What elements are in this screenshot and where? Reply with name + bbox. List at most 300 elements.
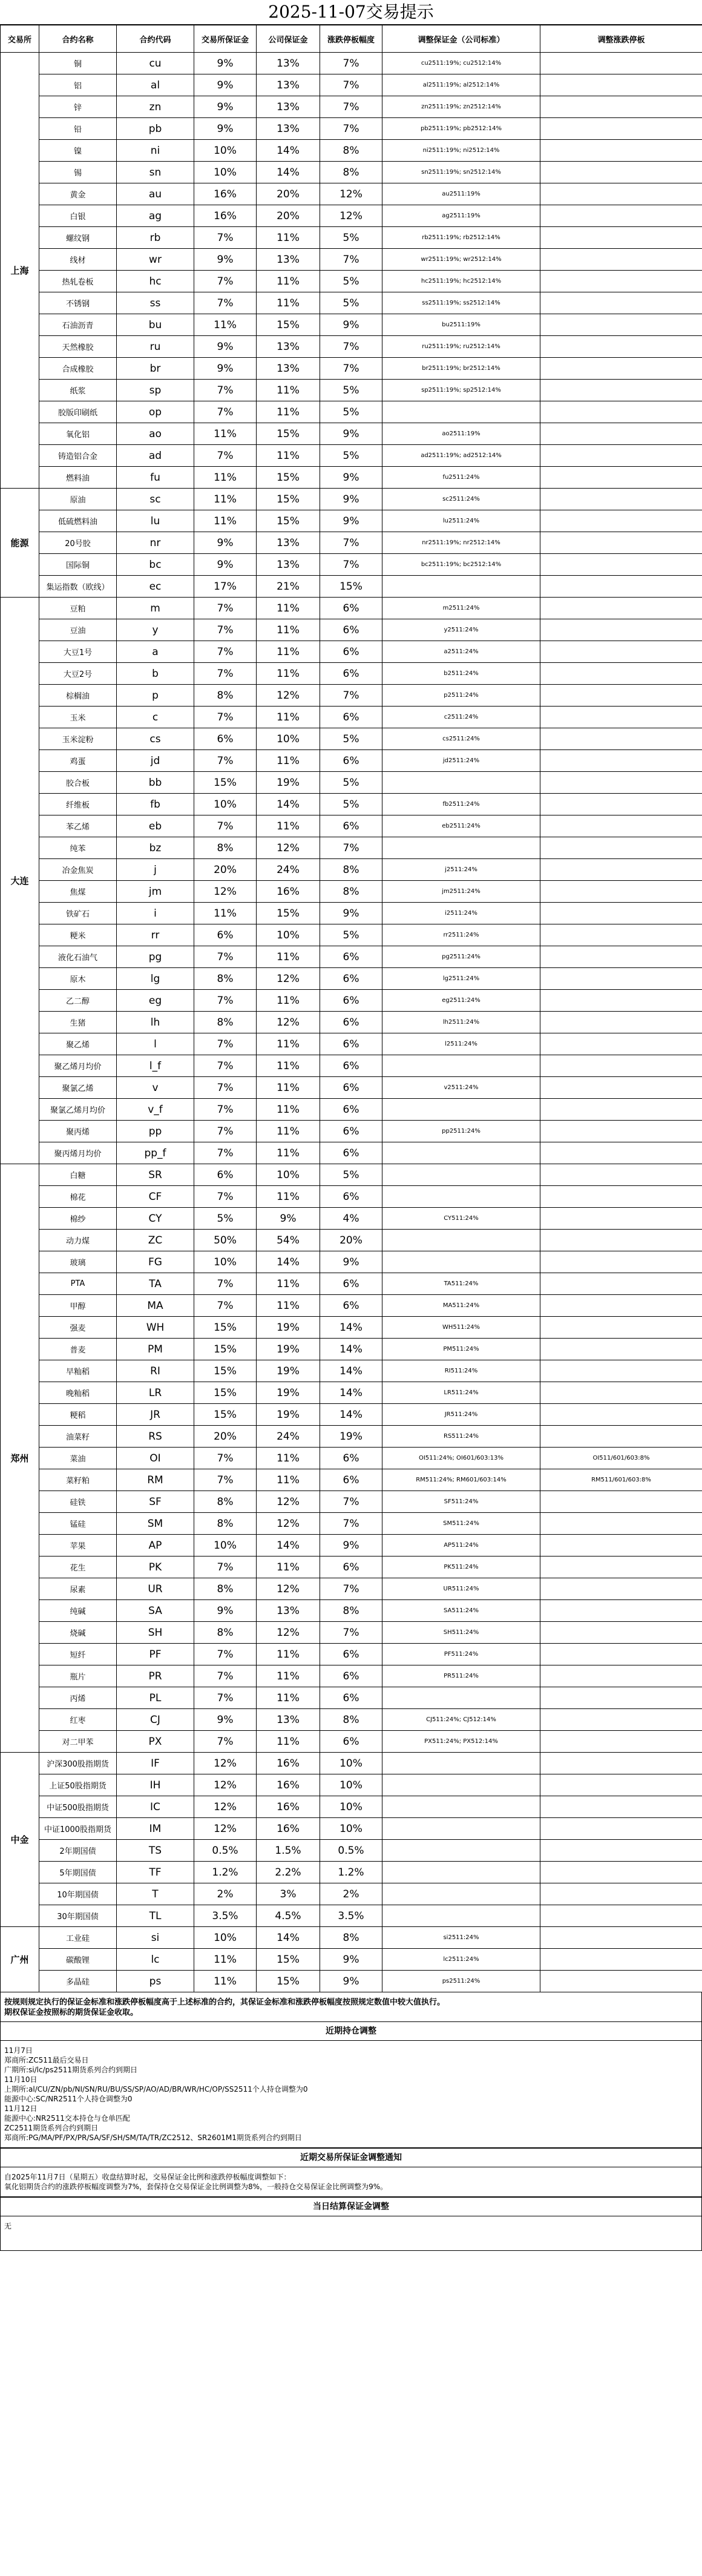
exchange-margin-cell: 9% [194,249,257,271]
contract-name-cell: 粳米 [39,924,117,946]
company-margin-cell: 4.5% [257,1905,320,1927]
price-limit-cell: 5% [320,794,382,815]
price-limit-cell: 7% [320,837,382,859]
table-row [1,1513,702,1535]
price-limit-cell: 8% [320,1600,382,1622]
contract-code-cell: ad [117,445,194,467]
contract-name-cell: 聚氯乙烯月均价 [39,1099,117,1121]
exchange-margin-cell: 9% [194,358,257,380]
contract-name-cell: 聚乙烯月均价 [39,1055,117,1077]
adjusted-margin-cell: PK511:24% [382,1556,540,1578]
note-line: 按规则规定执行的保证金标准和涨跌停板幅度高于上述标准的合约，其保证金标准和涨跌停板幅度按照规定数值中较大值执行。 [4,1998,445,2007]
contract-name-cell: 2年期国债 [39,1840,117,1862]
adjusted-margin-cell: ru2511:19%; ru2512:14% [382,336,540,358]
adjusted-margin-cell: MA511:24% [382,1295,540,1317]
table-row [1,445,702,467]
company-margin-cell: 13% [257,53,320,74]
company-margin-cell: 15% [257,510,320,532]
contract-name-cell: 铁矿石 [39,903,117,924]
adjusted-margin-cell: RM511:24%; RM601/603:14% [382,1469,540,1491]
contract-code-cell: IH [117,1774,194,1796]
price-limit-cell: 20% [320,1230,382,1251]
table-row [1,1927,702,1949]
price-limit-cell: 8% [320,859,382,881]
contract-code-cell: WH [117,1317,194,1339]
adjusted-margin-cell: au2511:19% [382,183,540,205]
adjusted-margin-cell: lu2511:24% [382,510,540,532]
contract-name-cell: 油菜籽 [39,1426,117,1448]
adjusted-limit-cell [540,1055,702,1077]
contract-name-cell: 豆油 [39,619,117,641]
contract-code-cell: bz [117,837,194,859]
exchange-margin-cell: 7% [194,292,257,314]
price-limit-cell: 5% [320,227,382,249]
company-margin-cell: 12% [257,837,320,859]
contract-name-cell: 锌 [39,96,117,118]
table-row [1,1818,702,1840]
contract-code-cell: ao [117,423,194,445]
contract-code-cell: ru [117,336,194,358]
adjusted-margin-cell: sn2511:19%; sn2512:14% [382,162,540,183]
contract-code-cell: TL [117,1905,194,1927]
price-limit-cell: 14% [320,1360,382,1382]
adjusted-limit-cell [540,1012,702,1033]
contract-code-cell: cs [117,728,194,750]
exchange-margin-cell: 12% [194,1818,257,1840]
price-limit-cell: 7% [320,685,382,707]
table-row [1,859,702,881]
contract-code-cell: ec [117,576,194,598]
adjusted-limit-cell [540,271,702,292]
contract-code-cell: sp [117,380,194,401]
contract-code-cell: ni [117,140,194,162]
exchange-margin-cell: 8% [194,1578,257,1600]
exchange-margin-cell: 15% [194,1360,257,1382]
exchange-margin-cell: 11% [194,510,257,532]
table-row [1,1382,702,1404]
price-limit-cell: 7% [320,118,382,140]
adjusted-limit-cell [540,1208,702,1230]
company-margin-cell: 11% [257,401,320,423]
contract-name-cell: 天然橡胶 [39,336,117,358]
contract-name-cell: 豆粕 [39,598,117,619]
contract-code-cell: ag [117,205,194,227]
price-limit-cell: 6% [320,1687,382,1709]
contract-name-cell: 生猪 [39,1012,117,1033]
price-limit-cell: 7% [320,53,382,74]
price-limit-cell: 10% [320,1818,382,1840]
price-limit-cell: 6% [320,641,382,663]
price-limit-cell: 6% [320,598,382,619]
table-row [1,314,702,336]
contract-name-cell: 碳酸锂 [39,1949,117,1971]
exchange-margin-cell: 6% [194,924,257,946]
adjusted-margin-cell [382,1818,540,1840]
adjusted-margin-cell [382,1230,540,1251]
adjusted-limit-cell [540,1099,702,1121]
company-margin-cell: 19% [257,1317,320,1339]
adjusted-limit-cell [540,249,702,271]
adjusted-limit-cell [540,1077,702,1099]
contract-name-cell: 动力煤 [39,1230,117,1251]
exchange-margin-cell: 7% [194,815,257,837]
contract-name-cell: 烧碱 [39,1622,117,1644]
table-row [1,1055,702,1077]
table-row [1,1622,702,1644]
contract-name-cell: 铜 [39,53,117,74]
table-row [1,53,702,74]
table-row [1,968,702,990]
adjusted-margin-cell: i2511:24% [382,903,540,924]
contract-code-cell: RI [117,1360,194,1382]
price-limit-cell: 6% [320,946,382,968]
exchange-cell: 大连 [1,598,39,1164]
table-row [1,1796,702,1818]
company-margin-cell: 11% [257,1099,320,1121]
company-margin-cell: 11% [257,1077,320,1099]
adjusted-limit-cell [540,1382,702,1404]
company-margin-cell: 11% [257,1121,320,1142]
company-margin-cell: 2.2% [257,1862,320,1883]
adjusted-margin-cell [382,1142,540,1164]
contract-code-cell: y [117,619,194,641]
company-margin-cell: 12% [257,968,320,990]
contract-code-cell: bb [117,772,194,794]
price-limit-cell: 6% [320,1121,382,1142]
adjusted-limit-cell: OI511/601/603:8% [540,1448,702,1469]
adjusted-margin-cell: CJ511:24%; CJ512:14% [382,1709,540,1731]
contract-code-cell: br [117,358,194,380]
company-margin-cell: 10% [257,728,320,750]
adjusted-margin-cell: TA511:24% [382,1273,540,1295]
contract-code-cell: fb [117,794,194,815]
contract-code-cell: SM [117,1513,194,1535]
exchange-margin-cell: 10% [194,1535,257,1556]
adjusted-limit-cell [540,1774,702,1796]
company-margin-cell: 15% [257,314,320,336]
table-row [1,750,702,772]
company-margin-cell: 13% [257,336,320,358]
price-limit-cell: 6% [320,1186,382,1208]
adjusted-margin-cell: ps2511:24% [382,1971,540,1992]
contract-code-cell: p [117,685,194,707]
adjusted-margin-cell: LR511:24% [382,1382,540,1404]
exchange-margin-cell: 9% [194,53,257,74]
section-line: 氧化铝期货合约的涨跌停板幅度调整为7%，套保持仓交易保证金比例调整为8%，一般持仓交易保证金比例调整为9%。 [4,2182,388,2191]
exchange-margin-cell: 11% [194,314,257,336]
company-margin-cell: 11% [257,1186,320,1208]
table-row [1,401,702,423]
adjusted-limit-cell [540,1622,702,1644]
exchange-margin-cell: 0.5% [194,1840,257,1862]
company-margin-cell: 3% [257,1883,320,1905]
contract-code-cell: MA [117,1295,194,1317]
adjusted-limit-cell [540,968,702,990]
section-line: 自2025年11月7日（星期五）收盘结算时起，交易保证金比例和涨跌停板幅度调整如下： [4,2173,291,2181]
contract-code-cell: CF [117,1186,194,1208]
price-limit-cell: 6% [320,1273,382,1295]
contract-code-cell: ZC [117,1230,194,1251]
price-limit-cell: 7% [320,554,382,576]
exchange-margin-cell: 12% [194,881,257,903]
adjusted-margin-cell: sc2511:24% [382,489,540,510]
exchange-margin-cell: 15% [194,1339,257,1360]
table-row [1,728,702,750]
adjusted-limit-cell [540,707,702,728]
contract-code-cell: sn [117,162,194,183]
exchange-cell: 郑州 [1,1164,39,1753]
contract-code-cell: RS [117,1426,194,1448]
price-limit-cell: 5% [320,924,382,946]
exchange-margin-cell: 9% [194,1709,257,1731]
adjusted-margin-cell: PX511:24%; PX512:14% [382,1731,540,1753]
adjusted-limit-cell [540,532,702,554]
contract-code-cell: jm [117,881,194,903]
contract-code-cell: JR [117,1404,194,1426]
contract-name-cell: 尿素 [39,1578,117,1600]
adjusted-limit-cell [540,140,702,162]
price-limit-cell: 3.5% [320,1905,382,1927]
price-limit-cell: 6% [320,1012,382,1033]
company-margin-cell: 11% [257,1033,320,1055]
company-margin-cell: 16% [257,1818,320,1840]
adjusted-margin-cell: pb2511:19%; pb2512:14% [382,118,540,140]
contract-name-cell: 棉纱 [39,1208,117,1230]
contract-name-cell: 上证50股指期货 [39,1774,117,1796]
adjusted-limit-cell [540,837,702,859]
adjusted-limit-cell [540,1339,702,1360]
price-limit-cell: 8% [320,881,382,903]
table-row [1,74,702,96]
contract-code-cell: LR [117,1382,194,1404]
adjusted-margin-cell: eg2511:24% [382,990,540,1012]
contract-name-cell: 铝 [39,74,117,96]
exchange-margin-cell: 15% [194,1404,257,1426]
exchange-margin-cell: 12% [194,1796,257,1818]
adjusted-margin-cell: PF511:24% [382,1644,540,1665]
contract-name-cell: 聚乙烯 [39,1033,117,1055]
table-row [1,1774,702,1796]
table-row [1,1251,702,1273]
exchange-margin-cell: 7% [194,1644,257,1665]
header-exchange-margin: 交易所保证金 [194,25,257,53]
adjusted-margin-cell: JR511:24% [382,1404,540,1426]
company-margin-cell: 15% [257,423,320,445]
price-limit-cell: 5% [320,1164,382,1186]
adjusted-margin-cell [382,1186,540,1208]
margin-table [0,25,702,1992]
contract-name-cell: 冶金焦炭 [39,859,117,881]
exchange-margin-cell: 8% [194,968,257,990]
section-body [0,2167,702,2197]
price-limit-cell: 6% [320,619,382,641]
table-row [1,1753,702,1774]
adjusted-margin-cell: AP511:24% [382,1535,540,1556]
adjusted-margin-cell: b2511:24% [382,663,540,685]
adjusted-margin-cell: RS511:24% [382,1426,540,1448]
exchange-margin-cell: 20% [194,1426,257,1448]
adjusted-limit-cell [540,1971,702,1992]
price-limit-cell: 9% [320,1251,382,1273]
company-margin-cell: 11% [257,1448,320,1469]
contract-name-cell: 多晶硅 [39,1971,117,1992]
adjusted-margin-cell: PR511:24% [382,1665,540,1687]
exchange-margin-cell: 8% [194,1622,257,1644]
adjusted-margin-cell: bu2511:19% [382,314,540,336]
exchange-margin-cell: 7% [194,445,257,467]
contract-name-cell: 大豆2号 [39,663,117,685]
contract-name-cell: 早籼稻 [39,1360,117,1382]
exchange-margin-cell: 9% [194,1600,257,1622]
section-position-adjust [0,2021,702,2148]
table-row [1,1012,702,1033]
exchange-margin-cell: 7% [194,1033,257,1055]
contract-name-cell: 菜籽粕 [39,1469,117,1491]
company-margin-cell: 11% [257,946,320,968]
contract-name-cell: 瓶片 [39,1665,117,1687]
section-exchange-margin-notice [0,2148,702,2197]
contract-name-cell: 对二甲苯 [39,1731,117,1753]
table-row [1,837,702,859]
exchange-margin-cell: 7% [194,1665,257,1687]
company-margin-cell: 24% [257,859,320,881]
contract-code-cell: wr [117,249,194,271]
adjusted-limit-cell [540,772,702,794]
adjusted-margin-cell: pg2511:24% [382,946,540,968]
header-exchange: 交易所 [1,25,39,53]
adjusted-limit-cell [540,118,702,140]
table-row [1,990,702,1012]
price-limit-cell: 9% [320,510,382,532]
price-limit-cell: 15% [320,576,382,598]
exchange-cell: 中金 [1,1753,39,1927]
adjusted-limit-cell [540,794,702,815]
contract-name-cell: 原木 [39,968,117,990]
exchange-margin-cell: 9% [194,532,257,554]
price-limit-cell: 10% [320,1796,382,1818]
company-margin-cell: 14% [257,162,320,183]
exchange-margin-cell: 7% [194,271,257,292]
contract-code-cell: j [117,859,194,881]
table-row [1,1949,702,1971]
table-row [1,1033,702,1055]
exchange-margin-cell: 1.2% [194,1862,257,1883]
adjusted-margin-cell [382,1862,540,1883]
company-margin-cell: 11% [257,1687,320,1709]
contract-name-cell: 镍 [39,140,117,162]
adjusted-limit-cell [540,1883,702,1905]
table-row [1,1535,702,1556]
company-margin-cell: 19% [257,1382,320,1404]
adjusted-limit-cell [540,1709,702,1731]
contract-name-cell: 纸浆 [39,380,117,401]
adjusted-margin-cell: lh2511:24% [382,1012,540,1033]
exchange-margin-cell: 15% [194,1382,257,1404]
adjusted-margin-cell: lg2511:24% [382,968,540,990]
contract-name-cell: 乙二醇 [39,990,117,1012]
table-row [1,249,702,271]
company-margin-cell: 11% [257,1644,320,1665]
adjusted-limit-cell [540,924,702,946]
contract-name-cell: 焦煤 [39,881,117,903]
table-row [1,1448,702,1469]
table-row [1,576,702,598]
price-limit-cell: 5% [320,292,382,314]
adjusted-limit-cell [540,1491,702,1513]
adjusted-limit-cell [540,576,702,598]
company-margin-cell: 11% [257,1273,320,1295]
price-limit-cell: 7% [320,336,382,358]
exchange-margin-cell: 10% [194,794,257,815]
contract-name-cell: 丙烯 [39,1687,117,1709]
exchange-margin-cell: 7% [194,1295,257,1317]
company-margin-cell: 12% [257,1622,320,1644]
contract-code-cell: pb [117,118,194,140]
table-row [1,598,702,619]
contract-name-cell: 白银 [39,205,117,227]
exchange-margin-cell: 50% [194,1230,257,1251]
contract-code-cell: a [117,641,194,663]
adjusted-margin-cell: br2511:19%; br2512:14% [382,358,540,380]
company-margin-cell: 11% [257,619,320,641]
company-margin-cell: 12% [257,1012,320,1033]
contract-code-cell: cu [117,53,194,74]
contract-code-cell: eg [117,990,194,1012]
section-line: 能源中心:NR2511交本持仓与仓单匹配 [4,2114,130,2123]
price-limit-cell: 12% [320,205,382,227]
adjusted-margin-cell: ad2511:19%; ad2512:14% [382,445,540,467]
contract-code-cell: SH [117,1622,194,1644]
exchange-margin-cell: 15% [194,772,257,794]
contract-name-cell: 工业硅 [39,1927,117,1949]
contract-name-cell: 线材 [39,249,117,271]
price-limit-cell: 6% [320,1448,382,1469]
adjusted-limit-cell [540,401,702,423]
company-margin-cell: 16% [257,1774,320,1796]
adjusted-limit-cell [540,380,702,401]
adjusted-limit-cell [540,74,702,96]
contract-name-cell: 胶合板 [39,772,117,794]
price-limit-cell: 14% [320,1404,382,1426]
exchange-margin-cell: 7% [194,707,257,728]
adjusted-margin-cell: PM511:24% [382,1339,540,1360]
exchange-margin-cell: 2% [194,1883,257,1905]
exchange-margin-cell: 7% [194,598,257,619]
company-margin-cell: 11% [257,707,320,728]
adjusted-margin-cell: zn2511:19%; zn2512:14% [382,96,540,118]
table-row [1,1099,702,1121]
adjusted-limit-cell [540,1818,702,1840]
table-row [1,1905,702,1927]
section-line: ZC2511期货系列合约到期日 [4,2124,99,2132]
company-margin-cell: 11% [257,750,320,772]
company-margin-cell: 11% [257,1142,320,1164]
price-limit-cell: 5% [320,772,382,794]
adjusted-margin-cell: ao2511:19% [382,423,540,445]
adjusted-limit-cell [540,1251,702,1273]
adjusted-margin-cell: al2511:19%; al2512:14% [382,74,540,96]
table-row [1,1121,702,1142]
contract-name-cell: 甲醇 [39,1295,117,1317]
adjusted-limit-cell [540,445,702,467]
contract-name-cell: 红枣 [39,1709,117,1731]
company-margin-cell: 19% [257,1339,320,1360]
adjusted-limit-cell [540,96,702,118]
price-limit-cell: 6% [320,1295,382,1317]
price-limit-cell: 8% [320,162,382,183]
exchange-margin-cell: 11% [194,903,257,924]
table-row [1,1230,702,1251]
